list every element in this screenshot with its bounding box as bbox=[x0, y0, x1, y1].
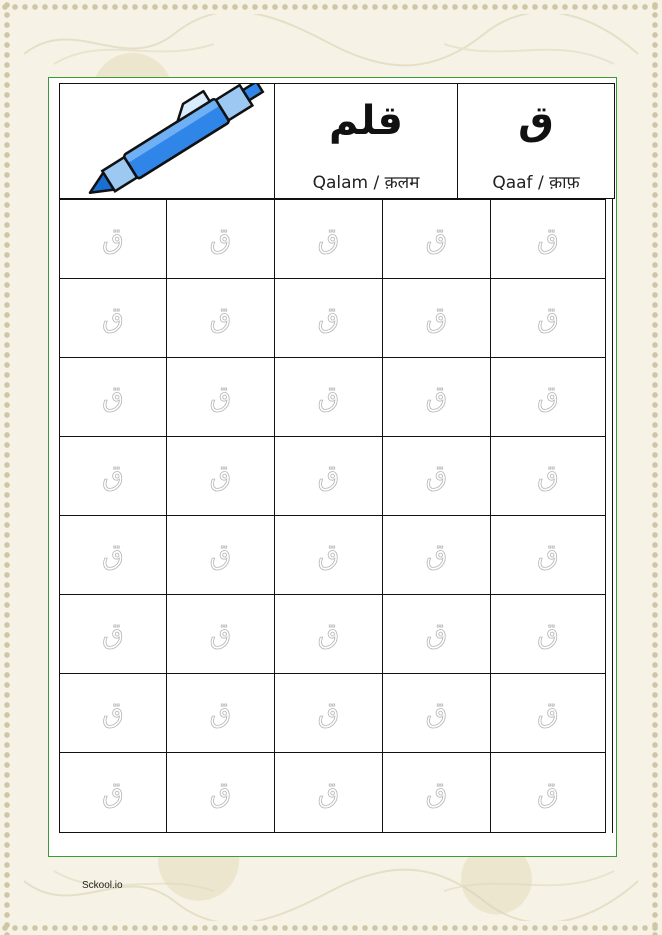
trace-cell[interactable] bbox=[491, 279, 605, 358]
bead-border-top bbox=[0, 2, 662, 12]
trace-cell[interactable] bbox=[275, 516, 383, 595]
trace-letter: ق bbox=[102, 775, 124, 809]
trace-letter: ق bbox=[317, 617, 340, 650]
pen-icon bbox=[60, 84, 275, 200]
letter-arabic: ق bbox=[518, 98, 554, 144]
trace-letter: ق bbox=[537, 301, 559, 334]
trace-cell[interactable] bbox=[491, 516, 605, 595]
trace-letter: ق bbox=[317, 696, 340, 729]
trace-cell[interactable] bbox=[60, 516, 167, 595]
trace-letter: ق bbox=[209, 301, 232, 334]
trace-letter: ق bbox=[425, 222, 448, 255]
trace-cell[interactable] bbox=[383, 516, 491, 595]
trace-letter: ق bbox=[209, 617, 232, 650]
picture-cell bbox=[60, 84, 275, 198]
trace-cell[interactable] bbox=[60, 437, 167, 516]
trace-cell[interactable] bbox=[383, 753, 491, 832]
trace-cell[interactable] bbox=[60, 279, 167, 358]
trace-cell[interactable] bbox=[491, 358, 605, 437]
bead-border-right bbox=[650, 0, 660, 935]
trace-letter: ق bbox=[537, 222, 559, 255]
bead-border-left bbox=[2, 0, 12, 935]
trace-cell[interactable] bbox=[491, 437, 605, 516]
trace-cell[interactable] bbox=[491, 753, 605, 832]
grid-edge-line bbox=[604, 199, 613, 833]
trace-cell[interactable] bbox=[491, 200, 605, 279]
trace-cell[interactable] bbox=[60, 674, 167, 753]
letter-cell bbox=[458, 84, 614, 198]
trace-letter: ق bbox=[102, 222, 124, 255]
trace-letter: ق bbox=[209, 775, 232, 809]
word-arabic: قلم bbox=[329, 98, 403, 144]
trace-letter: ق bbox=[102, 301, 124, 334]
trace-cell[interactable] bbox=[383, 358, 491, 437]
trace-cell[interactable] bbox=[491, 595, 605, 674]
trace-letter: ق bbox=[209, 222, 232, 255]
trace-letter: ق bbox=[317, 301, 340, 334]
trace-cell[interactable] bbox=[167, 358, 275, 437]
trace-letter: ق bbox=[102, 696, 124, 729]
trace-cell[interactable] bbox=[167, 674, 275, 753]
trace-letter: ق bbox=[102, 617, 124, 650]
trace-cell[interactable] bbox=[383, 595, 491, 674]
trace-letter: ق bbox=[425, 301, 448, 334]
trace-cell[interactable] bbox=[275, 358, 383, 437]
trace-letter: ق bbox=[425, 617, 448, 650]
trace-letter: ق bbox=[317, 380, 340, 413]
trace-letter: ق bbox=[102, 459, 124, 492]
trace-cell[interactable] bbox=[167, 753, 275, 832]
trace-letter: ق bbox=[317, 775, 340, 809]
word-cell bbox=[275, 84, 458, 198]
trace-letter: ق bbox=[425, 538, 448, 571]
trace-letter: ق bbox=[102, 380, 124, 413]
trace-cell[interactable] bbox=[167, 200, 275, 279]
trace-cell[interactable] bbox=[383, 437, 491, 516]
trace-letter: ق bbox=[537, 459, 559, 492]
trace-letter: ق bbox=[102, 538, 124, 571]
trace-cell[interactable] bbox=[60, 358, 167, 437]
trace-cell[interactable] bbox=[60, 200, 167, 279]
trace-cell[interactable] bbox=[491, 674, 605, 753]
trace-letter: ق bbox=[537, 538, 559, 571]
trace-letter: ق bbox=[537, 775, 559, 809]
trace-cell[interactable] bbox=[167, 279, 275, 358]
trace-letter: ق bbox=[537, 380, 559, 413]
trace-cell[interactable] bbox=[275, 753, 383, 832]
trace-cell[interactable] bbox=[60, 595, 167, 674]
trace-cell[interactable] bbox=[275, 200, 383, 279]
bead-border-bottom bbox=[0, 923, 662, 933]
trace-letter: ق bbox=[209, 696, 232, 729]
trace-letter: ق bbox=[425, 696, 448, 729]
trace-cell[interactable] bbox=[275, 595, 383, 674]
letter-transliteration: Qaaf / क़ाफ़ bbox=[492, 173, 580, 193]
tracing-grid bbox=[59, 199, 606, 833]
trace-cell[interactable] bbox=[383, 674, 491, 753]
trace-cell[interactable] bbox=[167, 595, 275, 674]
trace-cell[interactable] bbox=[60, 753, 167, 832]
trace-cell[interactable] bbox=[275, 674, 383, 753]
trace-cell[interactable] bbox=[275, 437, 383, 516]
trace-letter: ق bbox=[425, 459, 448, 492]
trace-cell[interactable] bbox=[383, 200, 491, 279]
trace-letter: ق bbox=[209, 538, 232, 571]
ornament-bottom bbox=[14, 861, 648, 921]
brand-footer: Sckool.io bbox=[82, 880, 123, 891]
trace-cell[interactable] bbox=[167, 437, 275, 516]
trace-letter: ق bbox=[317, 459, 340, 492]
trace-letter: ق bbox=[209, 380, 232, 413]
trace-cell[interactable] bbox=[383, 279, 491, 358]
ornament-top bbox=[14, 14, 648, 74]
trace-letter: ق bbox=[537, 696, 559, 729]
trace-letter: ق bbox=[317, 538, 340, 571]
trace-cell[interactable] bbox=[167, 516, 275, 595]
trace-letter: ق bbox=[209, 459, 232, 492]
trace-letter: ق bbox=[425, 775, 448, 809]
trace-cell[interactable] bbox=[275, 279, 383, 358]
trace-letter: ق bbox=[425, 380, 448, 413]
word-transliteration: Qalam / क़लम bbox=[312, 173, 420, 193]
trace-letter: ق bbox=[317, 222, 340, 255]
worksheet-header bbox=[59, 83, 615, 199]
trace-letter: ق bbox=[537, 617, 559, 650]
